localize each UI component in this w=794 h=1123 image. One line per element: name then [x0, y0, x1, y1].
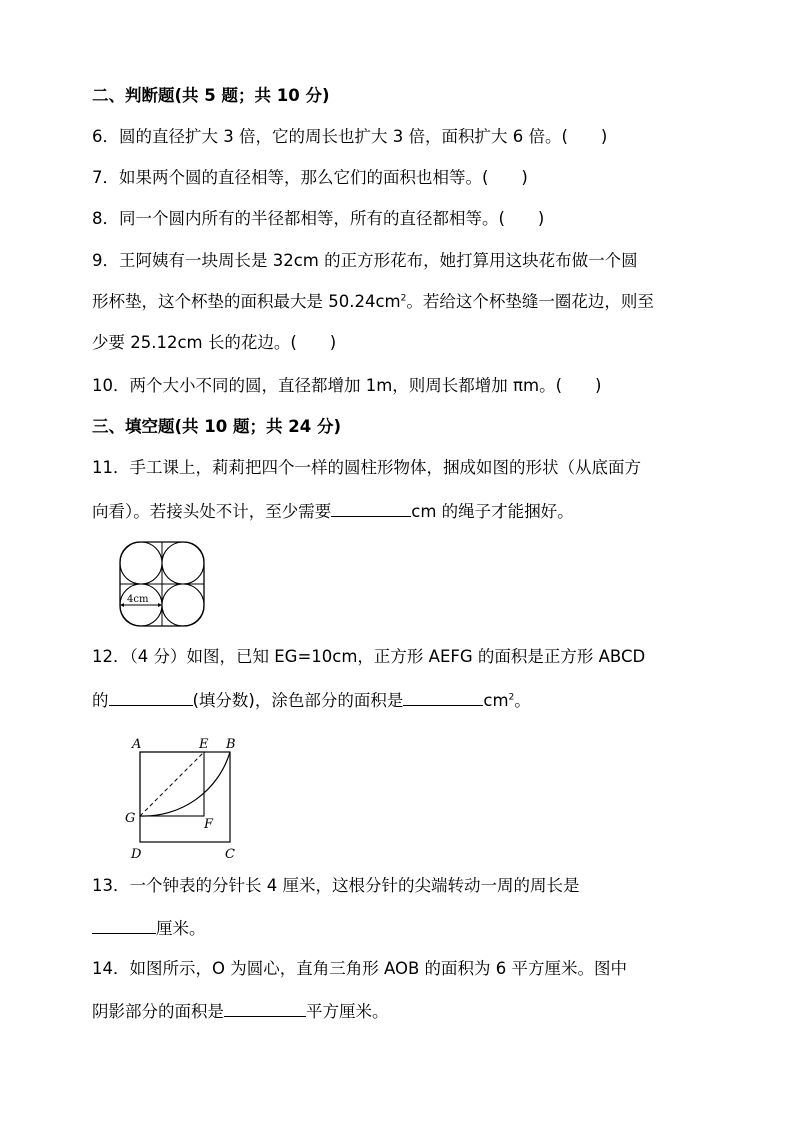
- question-7: 7．如果两个圆的直径相等，那么它们的面积也相等。( ): [92, 168, 528, 187]
- label-c: C: [225, 847, 235, 862]
- answer-blank-12a[interactable]: [109, 687, 193, 706]
- question-14-text-a: 阴影部分的面积是: [92, 1002, 224, 1021]
- section-3-heading: 三、填空题(共 10 题；共 24 分): [92, 417, 341, 436]
- question-13-line-2: [92, 915, 206, 941]
- answer-blank-13[interactable]: [92, 915, 156, 934]
- question-12-text-d: 。: [514, 691, 531, 710]
- question-11-line-2: [92, 498, 574, 524]
- shaded-region: [140, 752, 230, 842]
- squares-figure: [122, 734, 246, 864]
- question-11-text-a: 向看）。若接头处不计，至少需要: [92, 502, 332, 521]
- question-12-text-a: 的: [92, 691, 109, 710]
- question-9-text-b: 。若给这个杯垫缝一圈花边，则至: [406, 292, 654, 311]
- answer-blank-12b[interactable]: [403, 687, 483, 706]
- four-circles-figure: [114, 538, 208, 632]
- segment-eg: [140, 752, 204, 816]
- superscript: 2: [508, 692, 515, 703]
- question-14-line-1: 14．如图所示，O 为圆心，直角三角形 AOB 的面积为 6 平方厘米。图中: [92, 959, 628, 978]
- label-b: B: [226, 737, 236, 752]
- radius-label: 4cm: [127, 594, 149, 605]
- question-12-text-c: cm: [483, 691, 509, 710]
- superscript: 2: [400, 293, 407, 304]
- answer-blank-14[interactable]: [224, 998, 306, 1017]
- question-14-text-b: 平方厘米。: [306, 1002, 389, 1021]
- question-12-text-b: (填分数)，涂色部分的面积是: [192, 691, 404, 710]
- question-8: 8．同一个圆内所有的半径都相等，所有的直径都相等。( ): [92, 209, 545, 228]
- question-11-text-b: cm 的绳子才能捆好。: [411, 502, 574, 521]
- question-9-line-2: [92, 290, 654, 314]
- label-g: G: [125, 811, 136, 826]
- question-10: 10．两个大小不同的圆，直径都增加 1m，则周长都增加 πm。( ): [92, 376, 602, 395]
- label-e: E: [199, 737, 209, 752]
- question-13-text-b: 厘米。: [156, 919, 206, 938]
- question-9-line-1: 9．王阿姨有一块周长是 32cm 的正方形花布，她打算用这块花布做一个圆: [92, 251, 638, 270]
- label-f: F: [204, 817, 214, 832]
- question-13-line-1: 13．一个钟表的分针长 4 厘米，这根分针的尖端转动一周的周长是: [92, 876, 580, 895]
- section-2-heading: 二、判断题(共 5 题；共 10 分): [92, 86, 330, 105]
- question-9-line-3: 少要 25.12cm 长的花边。( ): [92, 333, 337, 352]
- question-6: 6．圆的直径扩大 3 倍，它的周长也扩大 3 倍，面积扩大 6 倍。( ): [92, 127, 608, 146]
- question-11-line-1: 11．手工课上，莉莉把四个一样的圆柱形物体，捆成如图的形状（从底面方: [92, 458, 641, 477]
- question-12-line-1: 12．（4 分）如图，已知 EG=10cm，正方形 AEFG 的面积是正方形 ABCD: [92, 647, 646, 666]
- question-12-line-2: [92, 687, 531, 713]
- answer-blank-11[interactable]: [331, 498, 411, 517]
- question-14-line-2: [92, 998, 389, 1024]
- label-a: A: [132, 737, 142, 752]
- question-9-text-a: 形杯垫，这个杯垫的面积最大是 50.24cm: [92, 292, 401, 311]
- label-d: D: [131, 847, 142, 862]
